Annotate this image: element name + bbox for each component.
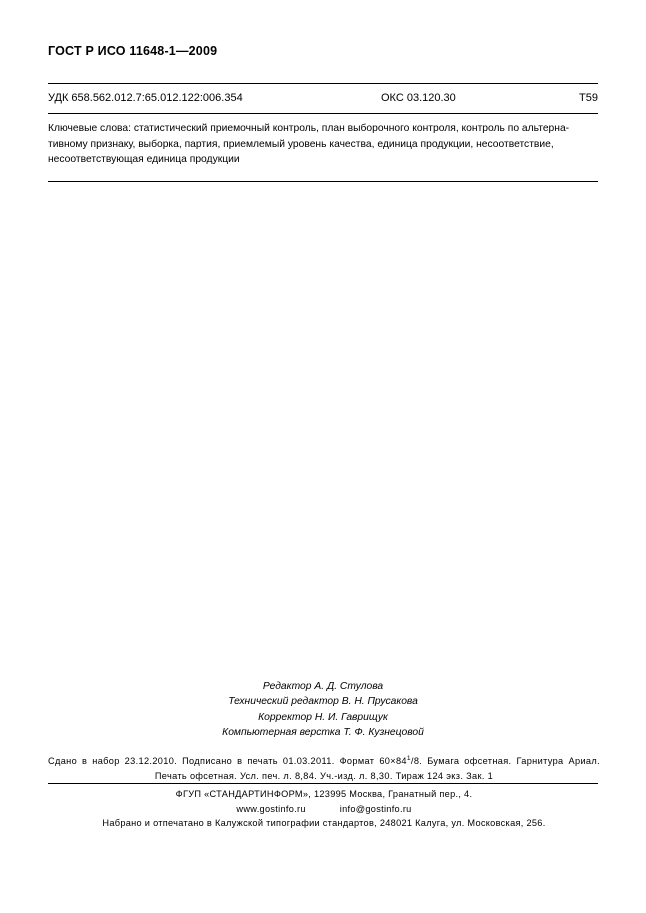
imprint-line-2: Печать офсетная. Усл. печ. л. 8,84. Уч.-изд. л. 8,30. Тираж 124 экз. Зак. 1 (154, 770, 494, 781)
keywords-line-1: Ключевые слова: статистический приемочный контроль, план выборочного контроля, контроль по альтерна- (48, 123, 570, 134)
publisher-website[interactable]: www.gostinfo.ru (236, 803, 306, 814)
imprint-print-date: Подписано в печать 01.03.2011. (182, 756, 335, 767)
imprint-block (48, 752, 600, 783)
imprint-format-post: . (419, 756, 423, 767)
imprint-format-pre: Формат 60×84 (339, 756, 407, 767)
credits-block (0, 679, 646, 741)
publisher-block (48, 787, 600, 831)
imprint-typeface: Гарнитура Ариал. (516, 756, 600, 767)
imprint-format-sub: 8 (413, 756, 420, 767)
keywords-line-2: тивному признаку, выборка, партия, приемлемый уровень качества, единица продукции, несоответствие, (48, 138, 554, 150)
divider-imprint (48, 783, 598, 784)
publisher-contacts (48, 802, 600, 817)
printer-info: Набрано и отпечатано в Калужской типографии стандартов, 248021 Калуга, ул. Московская, 256. (102, 818, 546, 828)
oks-code: ОКС 03.120.30 (381, 92, 456, 104)
imprint-paper: Бумага офсетная. (427, 756, 512, 767)
credit-editor: Редактор А. Д. Стулова (262, 681, 384, 692)
udk-code: УДК 658.562.012.7:65.012.122:006.354 (48, 92, 243, 104)
keywords-block (48, 121, 600, 168)
imprint-set-date: Сдано в набор 23.12.2010. (48, 756, 178, 767)
imprint-format: Формат $60\times 84^1/8$. (339, 755, 423, 767)
divider-middle (48, 113, 598, 114)
publisher-email[interactable]: info@gostinfo.ru (339, 803, 412, 814)
imprint-line-1 (48, 752, 600, 769)
udk-row (48, 92, 598, 104)
credit-layout: Компьютерная верстка Т. Ф. Кузнецовой (222, 727, 424, 739)
divider-top (48, 83, 598, 84)
credit-corrector: Корректор Н. И. Гаврищук (258, 711, 388, 723)
keywords-line-3: несоответствующая единица продукции (48, 154, 240, 166)
divider-bottom (48, 181, 598, 182)
credit-technical-editor: Технический редактор В. Н. Прусакова (228, 696, 418, 708)
group-code: Т59 (579, 92, 598, 104)
imprint-format-sup: 1 (406, 755, 411, 762)
page-header-title: ГОСТ Р ИСО 11648-1—2009 (48, 44, 218, 58)
publisher-address: ФГУП «СТАНДАРТИНФОРМ», 123995 Москва, Гранатный пер., 4. (175, 789, 473, 799)
